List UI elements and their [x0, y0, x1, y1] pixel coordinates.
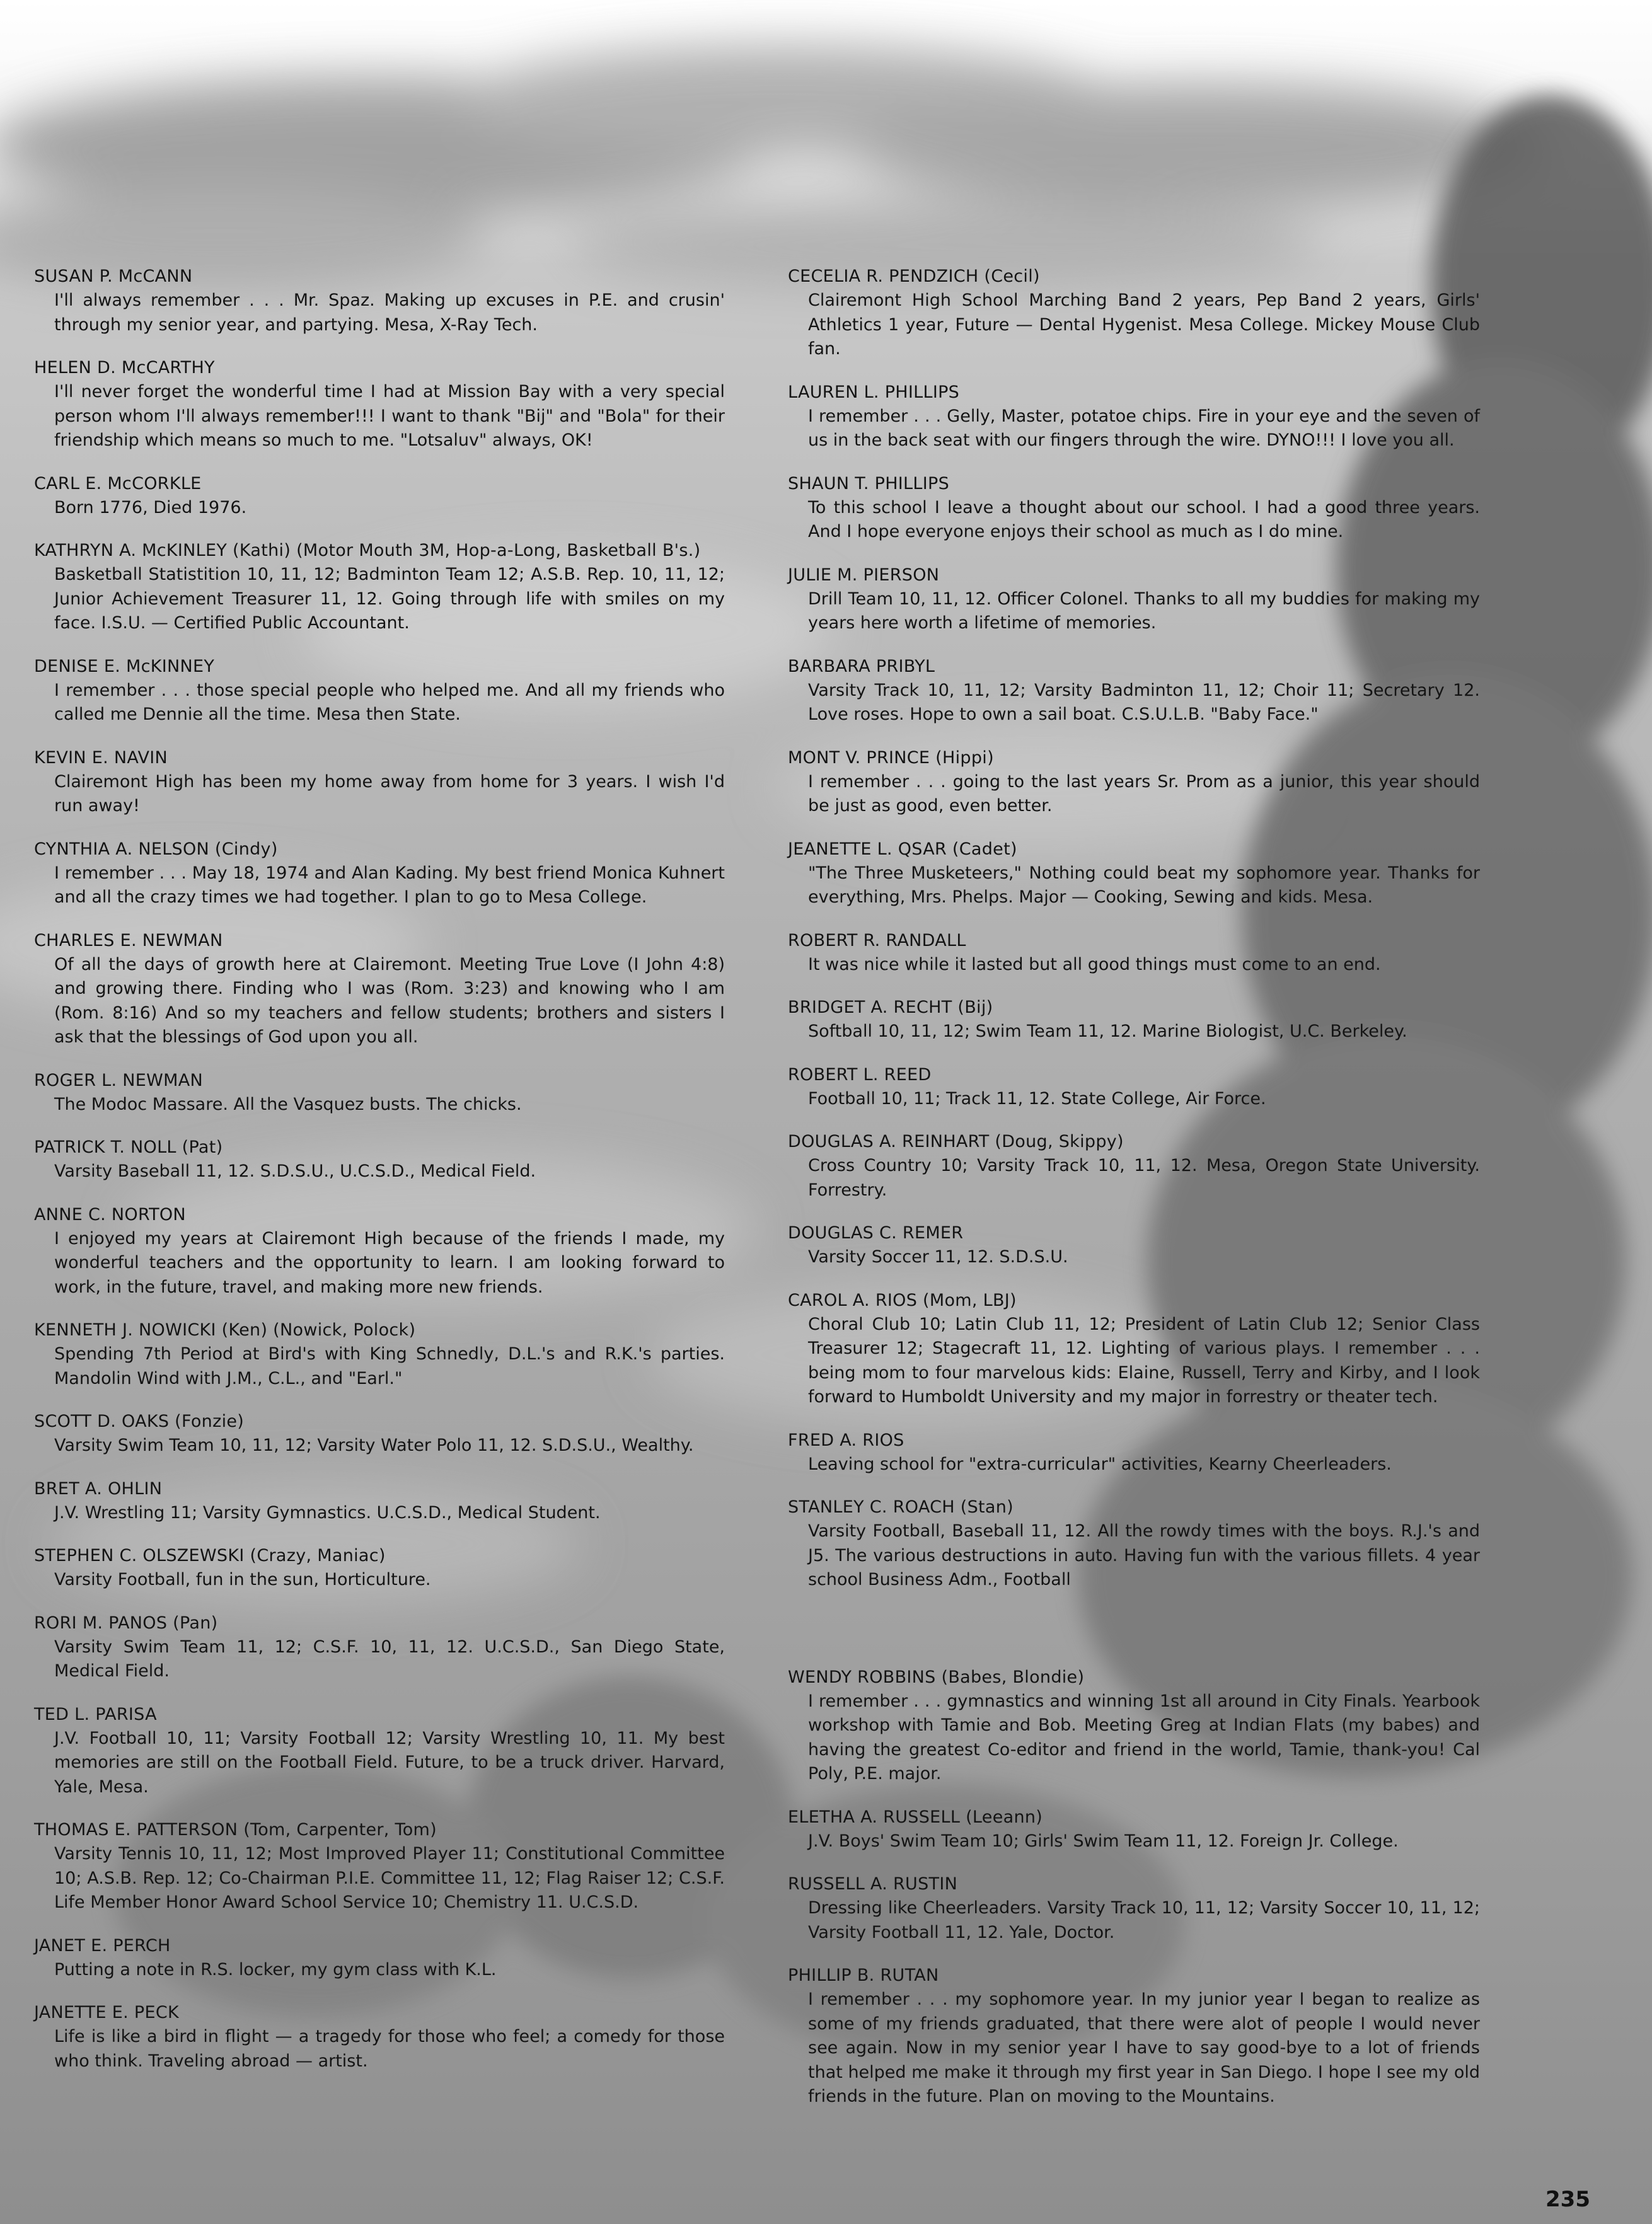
senior-name: WENDY ROBBINS (Babes, Blondie): [788, 1667, 1085, 1687]
senior-name: SUSAN P. McCANN: [34, 267, 193, 286]
senior-name: ROGER L. NEWMAN: [34, 1070, 203, 1090]
senior-entry: [788, 472, 1480, 544]
senior-comment: I enjoyed my years at Clairemont High because of the friends I made, my wonderful teachers and the opportunity to learn. I am looking forward to work, in the future, travel, and making more new friends.: [54, 1228, 725, 1297]
senior-entry: [788, 381, 1480, 453]
senior-comment: Football 10, 11; Track 11, 12. State College, Air Force.: [808, 1088, 1266, 1109]
senior-comment: Choral Club 10; Latin Club 11, 12; President of Latin Club 12; Senior Class Treasurer 12; Stagecraft 11, 12. Lighting of various plays. I remember . . . being mom to four marvelous kids: Elaine, Russell, Terry and Kirby, and I look forward to Humboldt University and my major in forrestry or theater tech.: [808, 1314, 1480, 1407]
senior-entry: [34, 472, 725, 521]
senior-entry: [788, 996, 1480, 1044]
senior-entry: [788, 838, 1480, 910]
senior-entry: [788, 1130, 1480, 1202]
senior-comment: Clairemont High School Marching Band 2 years, Pep Band 2 years, Girls' Athletics 1 year, Future — Dental Hygenist. Mesa College. Mickey Mouse Club fan.: [808, 291, 1480, 359]
senior-entry: [788, 1806, 1480, 1854]
senior-comment: Drill Team 10, 11, 12. Officer Colonel. Thanks to all my buddies for making my years here worth a lifetime of memories.: [808, 589, 1480, 633]
senior-entry: [34, 1318, 725, 1391]
senior-name: RORI M. PANOS (Pan): [34, 1613, 218, 1633]
senior-entry: [34, 929, 725, 1050]
senior-name: JANETTE E. PECK: [34, 2003, 179, 2022]
senior-entry: [788, 655, 1480, 727]
senior-name: MONT V. PRINCE (Hippi): [788, 747, 994, 768]
senior-entry: [34, 1544, 725, 1593]
senior-comment: Life is like a bird in flight — a tragedy for those who feel; a comedy for those who think. Traveling abroad — artist.: [54, 2027, 725, 2071]
senior-entry: [34, 655, 725, 727]
senior-comment: Varsity Football, fun in the sun, Horticulture.: [54, 1570, 431, 1589]
senior-entry: [34, 2001, 725, 2073]
senior-entry: [34, 1477, 725, 1526]
senior-name: BARBARA PRIBYL: [788, 656, 935, 676]
senior-entry: [34, 1703, 725, 1800]
senior-comment: Leaving school for "extra-curricular" activities, Kearny Cheerleaders.: [808, 1454, 1392, 1474]
senior-comment: Spending 7th Period at Bird's with King Schnedly, D.L.'s and R.K.'s parties. Mandolin Wind with J.M., C.L., and "Earl.": [54, 1344, 725, 1388]
senior-comment: To this school I leave a thought about our school. I had a good three years. And I hope everyone enjoys their school as much as I do mine.: [808, 497, 1480, 541]
senior-comment: I remember . . . my sophomore year. In my junior year I began to realize as some of my friends graduated, that there were alot of people I would never see again. Now in my senior year I have to say good-bye to a lot of friends that helped me make it through my first year in San Diego. I hope I see my old friends in the future. Plan on moving to the Mountains.: [808, 1990, 1480, 2106]
senior-entry: [788, 1666, 1480, 1787]
senior-name: KENNETH J. NOWICKI (Ken) (Nowick, Polock): [34, 1320, 416, 1340]
senior-name: DOUGLAS A. REINHART (Doug, Skippy): [788, 1132, 1124, 1151]
senior-comment: Cross Country 10; Varsity Track 10, 11, 12. Mesa, Oregon State University. Forrestry.: [808, 1156, 1480, 1200]
senior-name: DOUGLAS C. REMER: [788, 1223, 964, 1243]
senior-name: SHAUN T. PHILLIPS: [788, 473, 950, 493]
senior-comment: Varsity Swim Team 10, 11, 12; Varsity Water Polo 11, 12. S.D.S.U., Wealthy.: [54, 1436, 694, 1455]
senior-name: BRET A. OHLIN: [34, 1478, 163, 1499]
senior-entry: [34, 1611, 725, 1684]
senior-comment: J.V. Wrestling 11; Varsity Gymnastics. U.C.S.D., Medical Student.: [54, 1502, 601, 1523]
senior-comment: Basketball Statistition 10, 11, 12; Badminton Team 12; A.S.B. Rep. 10, 11, 12; Junior Achievement Treasurer 11, 12. Going through life with smiles on my face. I.S.U. — Certified Public Accountant.: [54, 565, 725, 633]
senior-comment: Varsity Tennis 10, 11, 12; Most Improved Player 11; Constitutional Committee 10; A.S.B. Rep. 12; Co-Chairman P.I.E. Committee 11, 12; Flag Raiser 12; C.S.F. Life Member Honor Award School Service 10; Chemistry 11. U.C.S.D.: [54, 1844, 725, 1912]
senior-entry: [788, 746, 1480, 819]
senior-entry: [34, 838, 725, 910]
senior-entry: [34, 1818, 725, 1915]
senior-comment: Varsity Football, Baseball 11, 12. All the rowdy times with the boys. R.J.'s and J5. The various destructions in auto. Having fun with the various fillets. 4 year school Business Adm., Football: [808, 1521, 1480, 1589]
senior-entry: [788, 265, 1480, 362]
senior-entry: [788, 1429, 1480, 1477]
senior-name: ROBERT R. RANDALL: [788, 930, 966, 950]
senior-name: DENISE E. McKINNEY: [34, 656, 215, 676]
senior-comment: I'll never forget the wonderful time I had at Mission Bay with a very special person whom I'll always remember!!! I want to thank "Bij" and "Bola" for their friendship which means so much to me. "Lotsaluv" always, OK!: [54, 382, 725, 450]
senior-comment: Varsity Soccer 11, 12. S.D.S.U.: [808, 1247, 1068, 1267]
senior-comment: Varsity Swim Team 11, 12; C.S.F. 10, 11, 12. U.C.S.D., San Diego State, Medical Field.: [54, 1637, 725, 1681]
senior-entry: [788, 1221, 1480, 1270]
senior-comment: I'll always remember . . . Mr. Spaz. Making up excuses in P.E. and crusin' through my senior year, and partying. Mesa, X-Ray Tech.: [54, 291, 725, 335]
senior-comment: I remember . . . going to the last years Sr. Prom as a junior, this year should be just as good, even better.: [808, 771, 1480, 815]
senior-comment: I remember . . . those special people who helped me. And all my friends who called me Dennie all the time. Mesa then State.: [54, 680, 725, 724]
senior-comment: Putting a note in R.S. locker, my gym class with K.L.: [54, 1959, 497, 1979]
senior-name: CECELIA R. PENDZICH (Cecil): [788, 267, 1040, 286]
senior-entry: [788, 1964, 1480, 2109]
senior-name: PATRICK T. NOLL (Pat): [34, 1138, 223, 1157]
senior-comment: I remember . . . Gelly, Master, potatoe chips. Fire in your eye and the seven of us in the back seat with our fingers through the wire. DYNO!!! I love you all.: [808, 406, 1480, 450]
senior-name: CYNTHIA A. NELSON (Cindy): [34, 839, 278, 859]
senior-name: CAROL A. RIOS (Mom, LBJ): [788, 1290, 1017, 1310]
senior-entry: [34, 1203, 725, 1300]
senior-entry: [34, 265, 725, 337]
senior-entry: [34, 539, 725, 636]
senior-comment: J.V. Football 10, 11; Varsity Football 12; Varsity Wrestling 10, 11. My best memories are still on the Football Field. Future, to be a truck driver. Harvard, Yale, Mesa.: [54, 1728, 725, 1797]
senior-comment: Softball 10, 11, 12; Swim Team 11, 12. Marine Biologist, U.C. Berkeley.: [808, 1022, 1407, 1041]
senior-name: SCOTT D. OAKS (Fonzie): [34, 1412, 245, 1431]
senior-entry: [34, 1136, 725, 1184]
senior-name: RUSSELL A. RUSTIN: [788, 1874, 958, 1894]
senior-name: BRIDGET A. RECHT (Bij): [788, 998, 993, 1017]
senior-comment: I remember . . . May 18, 1974 and Alan Kading. My best friend Monica Kuhnert and all the crazy times we had together. I plan to go to Mesa College.: [54, 863, 725, 907]
senior-entry: [34, 356, 725, 453]
senior-name: CARL E. McCORKLE: [34, 473, 202, 493]
senior-entry: [788, 1495, 1480, 1593]
senior-name: THOMAS E. PATTERSON (Tom, Carpenter, Tom): [34, 1820, 437, 1840]
senior-name: STANLEY C. ROACH (Stan): [788, 1497, 1014, 1517]
senior-name: JANET E. PERCH: [34, 1935, 171, 1956]
page-number: 235: [1545, 2187, 1590, 2212]
senior-name: JULIE M. PIERSON: [788, 565, 940, 585]
senior-comment: J.V. Boys' Swim Team 10; Girls' Swim Team 11, 12. Foreign Jr. College.: [808, 1831, 1399, 1851]
senior-name: HELEN D. McCARTHY: [34, 358, 215, 377]
senior-comment: Born 1776, Died 1976.: [54, 497, 247, 517]
senior-name: STEPHEN C. OLSZEWSKI (Crazy, Maniac): [34, 1546, 386, 1565]
senior-comment: It was nice while it lasted but all good things must come to an end.: [808, 954, 1381, 974]
senior-comment: Of all the days of growth here at Clairemont. Meeting True Love (I John 4:8) and growing there. Finding who I was (Rom. 3:23) and knowing who I am (Rom. 8:16) And so my teachers and fellow students; brothers and sisters I ask that the blessings of God upon you all.: [54, 954, 725, 1047]
senior-entry: [34, 1069, 725, 1117]
senior-name: JEANETTE L. QSAR (Cadet): [788, 839, 1017, 859]
column-gap: [788, 1611, 1480, 1666]
senior-name: CHARLES E. NEWMAN: [34, 930, 223, 950]
senior-comment: I remember . . . gymnastics and winning 1st all around in City Finals. Yearbook workshop with Tamie and Bob. Meeting Greg at Indian Flats (my babes) and having the greatest Co-editor and friend in the world, Tamie, thank-you! Cal Poly, P.E. major.: [808, 1691, 1480, 1783]
senior-entry: [34, 1410, 725, 1458]
senior-comment: Dressing like Cheerleaders. Varsity Track 10, 11, 12; Varsity Soccer 10, 11, 12; Varsity Football 11, 12. Yale, Doctor.: [808, 1898, 1480, 1942]
senior-name: ANNE C. NORTON: [34, 1204, 186, 1224]
senior-name: KEVIN E. NAVIN: [34, 747, 168, 768]
senior-name: KATHRYN A. McKINLEY (Kathi) (Motor Mouth 3M, Hop-a-Long, Basketball B's.): [34, 541, 701, 560]
senior-entry: [34, 746, 725, 819]
senior-entry: [788, 929, 1480, 977]
senior-comment: Varsity Baseball 11, 12. S.D.S.U., U.C.S.D., Medical Field.: [54, 1161, 536, 1181]
senior-entry: [34, 1934, 725, 1983]
senior-entry: [788, 1872, 1480, 1945]
senior-name: ROBERT L. REED: [788, 1064, 932, 1085]
senior-name: FRED A. RIOS: [788, 1430, 904, 1450]
senior-entry: [788, 1063, 1480, 1112]
left-column: [34, 265, 725, 2092]
senior-comment: The Modoc Massare. All the Vasquez busts. The chicks.: [54, 1094, 522, 1114]
senior-name: TED L. PARISA: [34, 1704, 157, 1724]
senior-name: LAUREN L. PHILLIPS: [788, 382, 960, 402]
senior-name: PHILLIP B. RUTAN: [788, 1966, 939, 1985]
senior-entry: [788, 1289, 1480, 1410]
senior-comment: Clairemont High has been my home away from home for 3 years. I wish I'd run away!: [54, 771, 725, 815]
senior-entry: [788, 563, 1480, 636]
senior-comment: Varsity Track 10, 11, 12; Varsity Badminton 11, 12; Choir 11; Secretary 12. Love roses. Hope to own a sail boat. C.S.U.L.B. "Baby Face.": [808, 680, 1480, 724]
right-column: [788, 265, 1480, 2128]
senior-name: ELETHA A. RUSSELL (Leeann): [788, 1807, 1043, 1827]
senior-comment: "The Three Musketeers," Nothing could beat my sophomore year. Thanks for everything, Mrs. Phelps. Major — Cooking, Sewing and kids. Mesa.: [808, 863, 1480, 907]
